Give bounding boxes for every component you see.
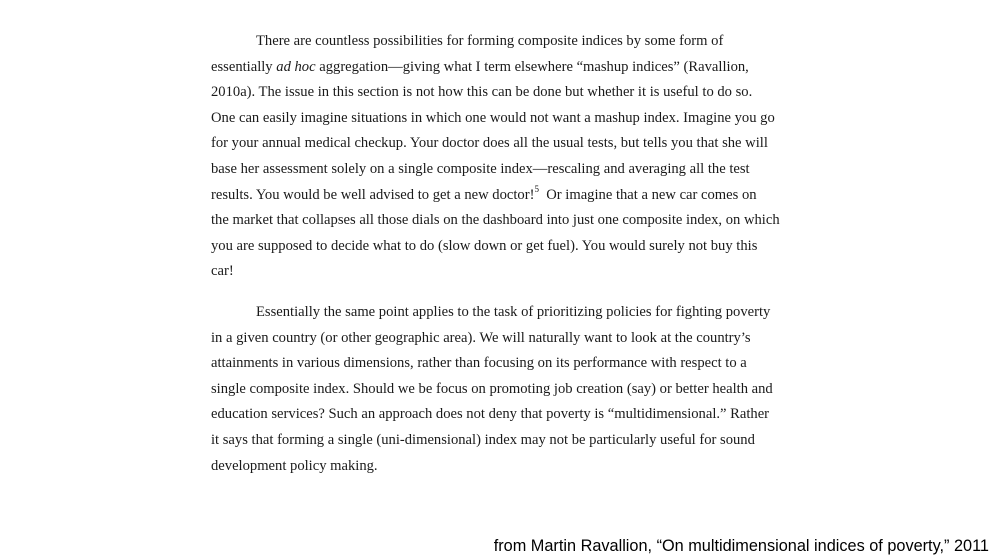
text-line: in a given country (or other geographic area). We will naturally want to look at the country’s: [211, 329, 751, 346]
text-line: 2010a). The issue in this section is not how this can be done but whether it is useful to do so.: [211, 84, 753, 101]
text-span: essentially: [211, 58, 277, 75]
text-line: it says that forming a single (uni-dimensional) index may not be particularly useful for sound: [211, 431, 755, 448]
text-span: aggregation—giving what I term elsewhere “mashup indices” (Ravallion,: [315, 58, 749, 75]
italic-term: ad hoc: [276, 58, 316, 75]
text-line: Essentially the same point applies to the task of prioritizing policies for fighting poverty: [256, 303, 771, 320]
text-line: single composite index. Should we be focus on promoting job creation (say) or better health and: [211, 380, 773, 397]
text-line: education services? Such an approach does not deny that poverty is “multidimensional.” Rather: [211, 406, 770, 423]
text-span: results. You would be well advised to get a new doctor!: [211, 186, 535, 203]
text-span: Or imagine that a new car comes on: [538, 186, 757, 203]
paragraph-2: [211, 300, 811, 479]
text-line: [211, 55, 811, 81]
footnote-marker: 5: [534, 183, 539, 194]
source-caption: from Martin Ravallion, “On multidimensional indices of poverty,” 2011: [493, 537, 989, 555]
text-line: attainments in various dimensions, rather than focusing on its performance with respect to a: [211, 355, 747, 372]
text-line: for your annual medical checkup. Your doctor does all the usual tests, but tells you that she will: [211, 135, 768, 152]
text-line: [211, 183, 811, 209]
text-line: There are countless possibilities for forming composite indices by some form of: [256, 33, 724, 49]
text-line: development policy making.: [211, 457, 378, 474]
paragraph-1: [211, 29, 811, 285]
text-line: base her assessment solely on a single composite index—rescaling and averaging all the test: [211, 160, 750, 177]
text-line: the market that collapses all those dials on the dashboard into just one composite index, on which: [211, 212, 780, 229]
text-line: One can easily imagine situations in which one would not want a mashup index. Imagine you go: [211, 109, 775, 126]
text-line: car!: [211, 263, 234, 280]
document-excerpt: [211, 29, 811, 479]
text-line: you are supposed to decide what to do (slow down or get fuel). You would surely not buy this: [211, 237, 758, 254]
